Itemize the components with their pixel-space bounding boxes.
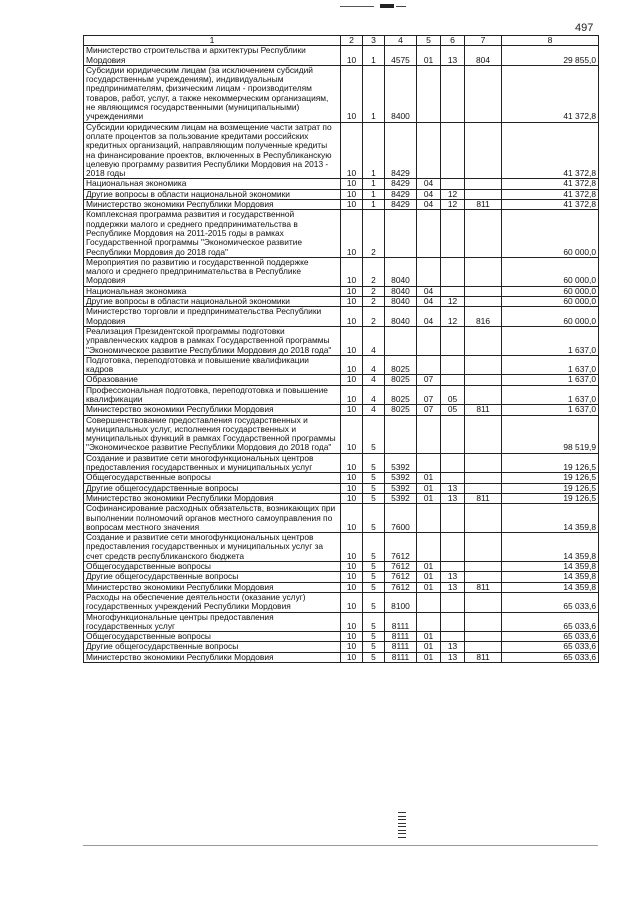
cell-col-5: 01	[417, 46, 441, 66]
cell-col-6	[441, 453, 465, 473]
cell-col-3: 5	[363, 483, 385, 493]
table-row	[84, 453, 599, 473]
cell-col-5	[417, 257, 441, 286]
cell-col-4: 8025	[385, 355, 417, 375]
cell-col-2: 10	[341, 179, 363, 189]
cell-col-3: 5	[363, 562, 385, 572]
cell-col-7	[465, 297, 502, 307]
cell-col-6	[441, 210, 465, 257]
cell-amount: 1 637,0	[502, 326, 599, 355]
cell-col-5: 04	[417, 189, 441, 199]
cell-col-6: 13	[441, 582, 465, 592]
cell-col-6: 13	[441, 652, 465, 662]
cell-name: Национальная экономика	[84, 179, 341, 189]
cell-col-5: 01	[417, 473, 441, 483]
cell-col-6	[441, 122, 465, 179]
cell-col-5: 04	[417, 179, 441, 189]
cell-name: Субсидии юридическим лицам на возмещение части затрат по оплате процентов за пользование кредитами российских кредитных организаций, направляющим полученные кредиты на финансирование проектов, включенных в Республиканскую целевую программу развития Республики Мордовия на 2013 - 2018 годы	[84, 122, 341, 179]
cell-col-5: 04	[417, 286, 441, 296]
cell-name: Субсидии юридическим лицам (за исключением субсидий государственным учреждениям), индивидуальным предпринимателям, физическим лицам - производителям товаров, работ, услуг, а также некоммерческим организациям, не являющимся государственными (муниципальными) учреждениями	[84, 65, 341, 122]
table-row	[84, 415, 599, 453]
cell-col-6: 05	[441, 405, 465, 415]
cell-name: Другие вопросы в области национальной экономики	[84, 297, 341, 307]
cell-name: Министерство торговли и предпринимательства Республики Мордовия	[84, 307, 341, 327]
cell-col-7	[465, 572, 502, 582]
cell-col-5: 01	[417, 483, 441, 493]
cell-amount: 60 000,0	[502, 210, 599, 257]
cell-col-4: 5392	[385, 493, 417, 503]
cell-col-4: 8400	[385, 65, 417, 122]
cell-col-5: 01	[417, 652, 441, 662]
table-row	[84, 642, 599, 652]
table-row	[84, 473, 599, 483]
cell-col-7	[465, 473, 502, 483]
cell-col-4: 8429	[385, 179, 417, 189]
scan-artifact-bottom	[398, 812, 406, 842]
cell-col-4: 8429	[385, 122, 417, 179]
cell-col-3: 5	[363, 612, 385, 632]
cell-name: Комплексная программа развития и государственной поддержки малого и среднего предпринимательства в Республике Мордовия на 2011-2015 годы в рамках Государственной программы "Экономическое развитие Республики Мордовия до 2018 года"	[84, 210, 341, 257]
table-row	[84, 562, 599, 572]
cell-col-3: 1	[363, 189, 385, 199]
table-row	[84, 504, 599, 533]
cell-name: Национальная экономика	[84, 286, 341, 296]
cell-col-4: 5392	[385, 483, 417, 493]
table-row	[84, 355, 599, 375]
cell-col-5	[417, 612, 441, 632]
cell-col-2: 10	[341, 46, 363, 66]
cell-col-6	[441, 355, 465, 375]
cell-col-4: 7612	[385, 582, 417, 592]
cell-col-7: 811	[465, 405, 502, 415]
cell-col-5	[417, 65, 441, 122]
header-col-1: 1	[84, 36, 341, 46]
cell-col-2: 10	[341, 257, 363, 286]
cell-col-3: 5	[363, 592, 385, 612]
cell-col-5: 07	[417, 375, 441, 385]
cell-name: Создание и развитие сети многофункциональных центров предоставления государственных и муниципальных услуг за счет средств республиканского бюджета	[84, 533, 341, 562]
cell-col-6	[441, 632, 465, 642]
cell-col-7	[465, 65, 502, 122]
cell-col-2: 10	[341, 122, 363, 179]
cell-col-7	[465, 483, 502, 493]
cell-col-2: 10	[341, 504, 363, 533]
cell-col-5: 04	[417, 297, 441, 307]
cell-col-4: 8429	[385, 189, 417, 199]
cell-col-7: 811	[465, 582, 502, 592]
cell-amount: 60 000,0	[502, 286, 599, 296]
table-row	[84, 592, 599, 612]
table-row	[84, 375, 599, 385]
cell-col-7	[465, 533, 502, 562]
cell-col-4: 8040	[385, 307, 417, 327]
cell-col-2: 10	[341, 210, 363, 257]
cell-name: Министерство экономики Республики Мордовия	[84, 493, 341, 503]
cell-col-5: 01	[417, 493, 441, 503]
cell-col-7	[465, 210, 502, 257]
cell-col-6: 05	[441, 385, 465, 405]
cell-name: Создание и развитие сети многофункциональных центров предоставления государственных и муниципальных услуг	[84, 453, 341, 473]
cell-col-3: 2	[363, 307, 385, 327]
cell-amount: 29 855,0	[502, 46, 599, 66]
cell-col-4: 8100	[385, 592, 417, 612]
page-number: 497	[575, 22, 594, 34]
cell-col-3: 5	[363, 572, 385, 582]
cell-col-6	[441, 473, 465, 483]
cell-amount: 41 372,8	[502, 200, 599, 210]
cell-col-7	[465, 504, 502, 533]
cell-col-3: 5	[363, 493, 385, 503]
cell-col-5: 07	[417, 405, 441, 415]
table-row	[84, 632, 599, 642]
cell-name: Совершенствование предоставления государственных и муниципальных услуг, исполнения государственных и муниципальных функций в рамках Государственной программы "Экономическое развитие Республики Мордовия до 2018 года"	[84, 415, 341, 453]
cell-col-7	[465, 632, 502, 642]
cell-amount: 65 033,6	[502, 652, 599, 662]
cell-col-4: 8025	[385, 405, 417, 415]
cell-col-7	[465, 385, 502, 405]
cell-col-7	[465, 612, 502, 632]
cell-col-7	[465, 257, 502, 286]
cell-col-2: 10	[341, 453, 363, 473]
cell-col-6: 13	[441, 493, 465, 503]
header-col-4: 4	[385, 36, 417, 46]
table-row	[84, 257, 599, 286]
cell-amount: 19 126,5	[502, 453, 599, 473]
cell-col-3: 4	[363, 375, 385, 385]
cell-name: Общегосударственные вопросы	[84, 562, 341, 572]
cell-col-2: 10	[341, 562, 363, 572]
cell-col-3: 4	[363, 326, 385, 355]
table-row	[84, 385, 599, 405]
cell-col-7	[465, 415, 502, 453]
cell-col-6: 13	[441, 46, 465, 66]
cell-col-2: 10	[341, 483, 363, 493]
cell-col-3: 5	[363, 533, 385, 562]
cell-col-2: 10	[341, 307, 363, 327]
cell-amount: 60 000,0	[502, 307, 599, 327]
cell-name: Другие общегосударственные вопросы	[84, 642, 341, 652]
cell-amount: 41 372,8	[502, 179, 599, 189]
cell-amount: 1 637,0	[502, 405, 599, 415]
cell-col-4: 8111	[385, 612, 417, 632]
cell-name: Другие общегосударственные вопросы	[84, 572, 341, 582]
cell-col-4: 8111	[385, 632, 417, 642]
table-row	[84, 652, 599, 662]
cell-col-5: 01	[417, 562, 441, 572]
cell-col-2: 10	[341, 572, 363, 582]
cell-col-6: 12	[441, 307, 465, 327]
cell-amount: 19 126,5	[502, 493, 599, 503]
cell-col-3: 1	[363, 200, 385, 210]
table-row	[84, 405, 599, 415]
cell-col-2: 10	[341, 612, 363, 632]
cell-col-2: 10	[341, 65, 363, 122]
cell-col-2: 10	[341, 632, 363, 642]
cell-name: Другие общегосударственные вопросы	[84, 483, 341, 493]
cell-col-6: 12	[441, 297, 465, 307]
cell-name: Расходы на обеспечение деятельности (оказание услуг) государственных учреждений Республики Мордовия	[84, 592, 341, 612]
cell-col-7: 811	[465, 652, 502, 662]
cell-col-7	[465, 179, 502, 189]
cell-amount: 14 359,8	[502, 562, 599, 572]
cell-col-4: 7612	[385, 533, 417, 562]
cell-col-6	[441, 612, 465, 632]
cell-col-5: 01	[417, 632, 441, 642]
cell-name: Министерство экономики Республики Мордовия	[84, 582, 341, 592]
table-row	[84, 297, 599, 307]
cell-col-4	[385, 415, 417, 453]
scan-artifact-top	[340, 3, 410, 9]
cell-col-7	[465, 453, 502, 473]
cell-col-4: 4575	[385, 46, 417, 66]
cell-col-7: 804	[465, 46, 502, 66]
cell-col-3: 5	[363, 504, 385, 533]
cell-col-5	[417, 122, 441, 179]
table-row	[84, 210, 599, 257]
cell-col-2: 10	[341, 592, 363, 612]
cell-col-5: 01	[417, 572, 441, 582]
table-row	[84, 179, 599, 189]
cell-col-6	[441, 286, 465, 296]
cell-name: Министерство экономики Республики Мордовия	[84, 405, 341, 415]
cell-col-2: 10	[341, 582, 363, 592]
cell-col-2: 10	[341, 473, 363, 483]
cell-col-5	[417, 504, 441, 533]
cell-name: Образование	[84, 375, 341, 385]
cell-col-6	[441, 592, 465, 612]
budget-table	[83, 35, 599, 663]
cell-col-3: 2	[363, 257, 385, 286]
table-row	[84, 286, 599, 296]
cell-col-5	[417, 415, 441, 453]
cell-col-6	[441, 415, 465, 453]
cell-col-3: 1	[363, 179, 385, 189]
cell-col-5: 07	[417, 385, 441, 405]
table-row	[84, 572, 599, 582]
cell-name: Общегосударственные вопросы	[84, 473, 341, 483]
cell-col-2: 10	[341, 286, 363, 296]
cell-col-5	[417, 453, 441, 473]
cell-name: Другие вопросы в области национальной экономики	[84, 189, 341, 199]
cell-col-2: 10	[341, 642, 363, 652]
cell-col-2: 10	[341, 297, 363, 307]
cell-col-3: 5	[363, 632, 385, 642]
cell-col-2: 10	[341, 355, 363, 375]
table-row	[84, 533, 599, 562]
cell-col-3: 1	[363, 122, 385, 179]
cell-col-6	[441, 533, 465, 562]
cell-amount: 14 359,8	[502, 572, 599, 582]
table-row	[84, 46, 599, 66]
cell-name: Общегосударственные вопросы	[84, 632, 341, 642]
cell-col-6	[441, 504, 465, 533]
cell-col-2: 10	[341, 189, 363, 199]
cell-col-2: 10	[341, 385, 363, 405]
cell-col-3: 4	[363, 355, 385, 375]
cell-col-6	[441, 562, 465, 572]
cell-col-3: 4	[363, 405, 385, 415]
cell-col-7	[465, 375, 502, 385]
cell-col-5	[417, 533, 441, 562]
cell-col-7: 816	[465, 307, 502, 327]
cell-amount: 1 637,0	[502, 355, 599, 375]
cell-col-2: 10	[341, 405, 363, 415]
cell-amount: 65 033,6	[502, 612, 599, 632]
cell-col-3: 5	[363, 642, 385, 652]
cell-col-6	[441, 179, 465, 189]
cell-col-4: 8025	[385, 385, 417, 405]
cell-col-5: 04	[417, 200, 441, 210]
cell-amount: 65 033,6	[502, 642, 599, 652]
table-row	[84, 326, 599, 355]
cell-name: Министерство экономики Республики Мордовия	[84, 200, 341, 210]
cell-col-6: 13	[441, 642, 465, 652]
cell-col-7	[465, 326, 502, 355]
bottom-rule	[83, 845, 598, 846]
cell-col-6	[441, 326, 465, 355]
cell-col-2: 10	[341, 200, 363, 210]
cell-col-6	[441, 375, 465, 385]
cell-col-5	[417, 326, 441, 355]
cell-col-4: 8040	[385, 286, 417, 296]
cell-col-3: 2	[363, 210, 385, 257]
cell-col-7	[465, 562, 502, 572]
table-row	[84, 65, 599, 122]
cell-col-5: 01	[417, 582, 441, 592]
table-row	[84, 189, 599, 199]
cell-col-7	[465, 122, 502, 179]
header-col-3: 3	[363, 36, 385, 46]
cell-col-4: 7612	[385, 572, 417, 582]
cell-amount: 65 033,6	[502, 592, 599, 612]
table-row	[84, 122, 599, 179]
cell-col-7: 811	[465, 493, 502, 503]
cell-name: Многофункциональные центры предоставления государственных услуг	[84, 612, 341, 632]
cell-col-6	[441, 257, 465, 286]
cell-col-3: 2	[363, 286, 385, 296]
cell-amount: 14 359,8	[502, 504, 599, 533]
cell-amount: 98 519,9	[502, 415, 599, 453]
cell-name: Министерство строительства и архитектуры Республики Мордовия	[84, 46, 341, 66]
cell-name: Подготовка, переподготовка и повышение квалификации кадров	[84, 355, 341, 375]
cell-col-3: 1	[363, 65, 385, 122]
cell-col-2: 10	[341, 326, 363, 355]
table-row	[84, 612, 599, 632]
cell-amount: 41 372,8	[502, 65, 599, 122]
cell-col-2: 10	[341, 415, 363, 453]
cell-col-5	[417, 592, 441, 612]
cell-col-3: 5	[363, 415, 385, 453]
header-col-2: 2	[341, 36, 363, 46]
table-row	[84, 582, 599, 592]
cell-col-4: 8040	[385, 297, 417, 307]
cell-col-6	[441, 65, 465, 122]
cell-col-3: 4	[363, 385, 385, 405]
cell-col-3: 1	[363, 46, 385, 66]
cell-col-7	[465, 286, 502, 296]
cell-col-3: 5	[363, 582, 385, 592]
cell-amount: 65 033,6	[502, 632, 599, 642]
cell-amount: 14 359,8	[502, 582, 599, 592]
cell-name: Министерство экономики Республики Мордовия	[84, 652, 341, 662]
cell-col-2: 10	[341, 493, 363, 503]
cell-col-5: 01	[417, 642, 441, 652]
cell-col-3: 5	[363, 652, 385, 662]
cell-col-2: 10	[341, 375, 363, 385]
cell-col-4: 8025	[385, 375, 417, 385]
cell-col-4: 8111	[385, 642, 417, 652]
cell-col-3: 5	[363, 453, 385, 473]
cell-amount: 19 126,5	[502, 483, 599, 493]
cell-col-7	[465, 189, 502, 199]
header-col-6: 6	[441, 36, 465, 46]
cell-amount: 1 637,0	[502, 375, 599, 385]
cell-amount: 19 126,5	[502, 473, 599, 483]
cell-col-3: 5	[363, 473, 385, 483]
cell-amount: 60 000,0	[502, 297, 599, 307]
cell-col-4: 5392	[385, 453, 417, 473]
header-row	[84, 36, 599, 46]
cell-col-5	[417, 355, 441, 375]
cell-col-5: 04	[417, 307, 441, 327]
cell-col-2: 10	[341, 652, 363, 662]
cell-col-4: 8111	[385, 652, 417, 662]
cell-amount: 41 372,8	[502, 122, 599, 179]
cell-col-4: 8429	[385, 200, 417, 210]
header-col-5: 5	[417, 36, 441, 46]
cell-col-2: 10	[341, 533, 363, 562]
cell-amount: 41 372,8	[502, 189, 599, 199]
cell-col-4: 8040	[385, 257, 417, 286]
table-row	[84, 493, 599, 503]
cell-col-7	[465, 592, 502, 612]
table-body	[84, 46, 599, 663]
table-row	[84, 200, 599, 210]
cell-col-4: 7600	[385, 504, 417, 533]
cell-col-6: 12	[441, 189, 465, 199]
cell-name: Софинансирование расходных обязательств, возникающих при выполнении полномочий органов местного самоуправления по вопросам местного значения	[84, 504, 341, 533]
table-row	[84, 483, 599, 493]
cell-col-4: 7612	[385, 562, 417, 572]
cell-name: Мероприятия по развитию и государственной поддержке малого и среднего предпринимательства в Республике Мордовия	[84, 257, 341, 286]
cell-amount: 60 000,0	[502, 257, 599, 286]
cell-amount: 14 359,8	[502, 533, 599, 562]
table-row	[84, 307, 599, 327]
cell-col-6: 13	[441, 483, 465, 493]
header-col-8: 8	[502, 36, 599, 46]
cell-name: Профессиональная подготовка, переподготовка и повышение квалификации	[84, 385, 341, 405]
cell-name: Реализация Президентской программы подготовки управленческих кадров в рамках Государственной программы "Экономическое развитие Республики Мордовия до 2018 года"	[84, 326, 341, 355]
cell-amount: 1 637,0	[502, 385, 599, 405]
cell-col-7	[465, 642, 502, 652]
cell-col-4	[385, 210, 417, 257]
cell-col-6: 13	[441, 572, 465, 582]
cell-col-4	[385, 326, 417, 355]
cell-col-6: 12	[441, 200, 465, 210]
cell-col-5	[417, 210, 441, 257]
cell-col-3: 2	[363, 297, 385, 307]
cell-col-4: 5392	[385, 473, 417, 483]
cell-col-7	[465, 355, 502, 375]
cell-col-7: 811	[465, 200, 502, 210]
header-col-7: 7	[465, 36, 502, 46]
